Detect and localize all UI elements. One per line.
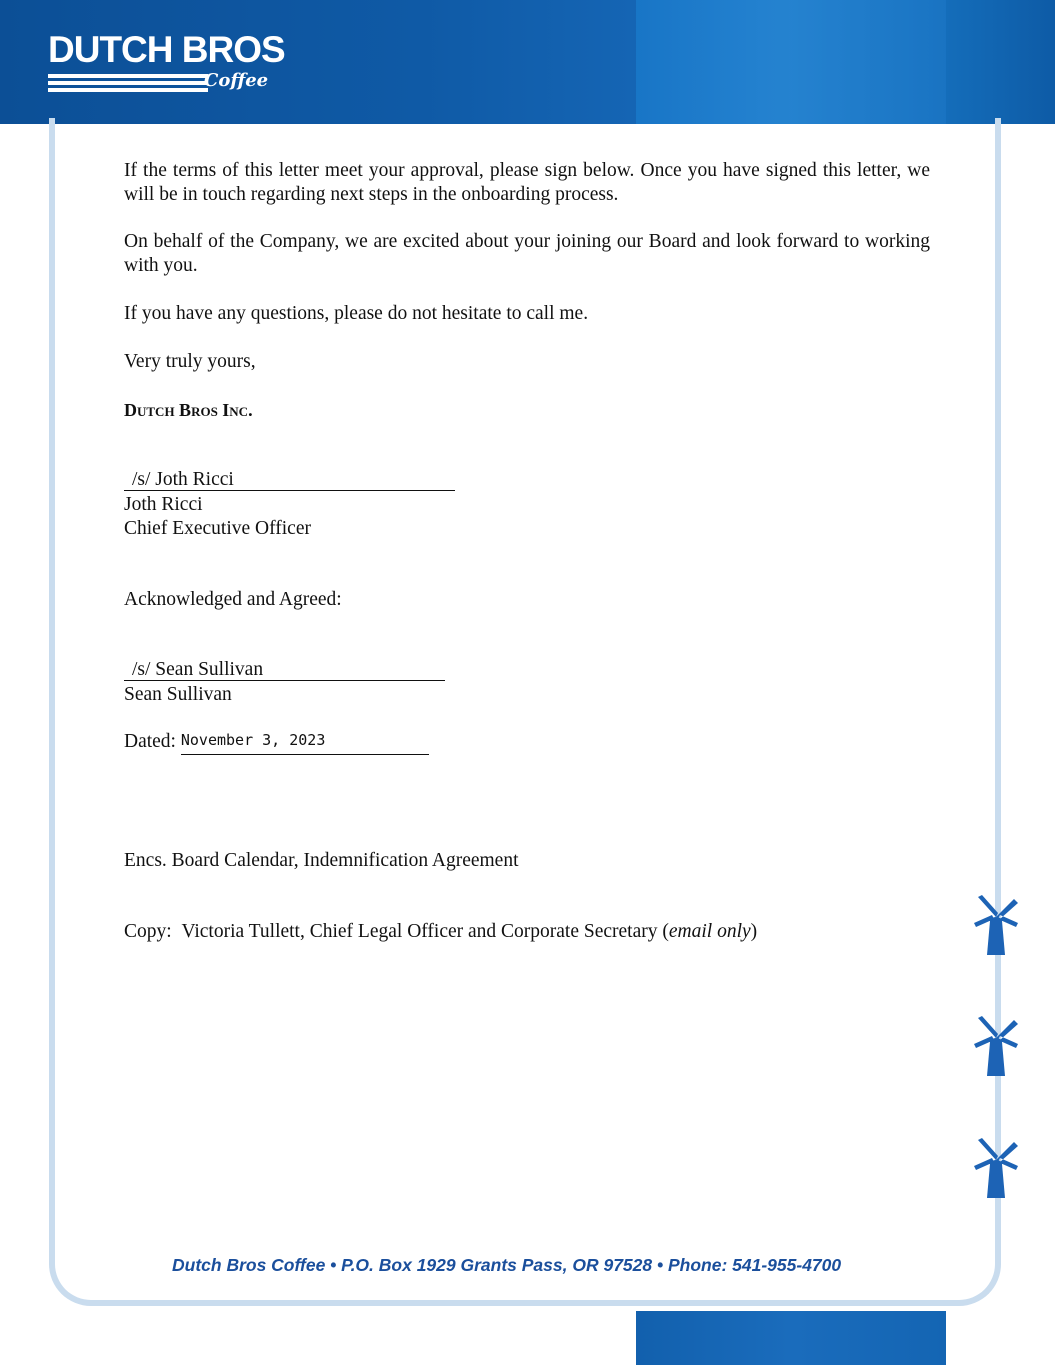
signature-director: /s/ Sean Sullivan [132, 659, 264, 680]
copy-text: Victoria Tullett, Chief Legal Officer and Corporate Secretary ( [181, 921, 669, 942]
logo-coffee-script: Coffee [204, 70, 269, 91]
copy-line [124, 920, 930, 944]
windmill-icon [972, 893, 1020, 955]
signer-name-director: Sean Sullivan [124, 684, 232, 705]
signature-ceo: /s/ Joth Ricci [132, 469, 234, 490]
logo-wordmark: DUTCH BROS [48, 29, 285, 70]
paragraph-questions: If you have any questions, please do not hesitate to call me. [124, 303, 589, 324]
letter-body [124, 159, 930, 944]
dutch-bros-logo [48, 29, 285, 100]
copy-label: Copy: [124, 921, 172, 942]
signature-line-director [124, 656, 445, 681]
company-name: Dutch Bros Inc. [124, 400, 253, 420]
copy-end: ) [750, 921, 758, 942]
footer-contact: Dutch Bros Coffee • P.O. Box 1929 Grants Pass, OR 97528 • Phone: 541-955-4700 [172, 1255, 842, 1275]
dated-row [124, 730, 930, 755]
paragraph-approval: If the terms of this letter meet your approval, please sign below. Once you have signed this letter, we will be in touch regarding next steps in the onboarding process. [124, 160, 930, 205]
signature-line-ceo [124, 466, 455, 491]
bottom-accent-block [636, 1311, 946, 1365]
windmill-icon [972, 1014, 1020, 1076]
acknowledged-label: Acknowledged and Agreed: [124, 589, 342, 610]
closing: Very truly yours, [124, 351, 256, 372]
logo-speed-lines [48, 74, 208, 95]
banner-stripe [636, 0, 946, 124]
dated-value: November 3, 2023 [180, 731, 326, 749]
letterhead-banner [0, 0, 1055, 124]
enclosures: Encs. Board Calendar, Indemnification Agreement [124, 850, 519, 871]
copy-italic: email only [668, 921, 751, 942]
windmill-icon [972, 1136, 1020, 1198]
dated-label: Dated: [124, 731, 176, 752]
signer-title-ceo: Chief Executive Officer [124, 518, 311, 539]
paragraph-behalf: On behalf of the Company, we are excited about your joining our Board and look forward to working with you. [124, 231, 930, 276]
signer-name-ceo: Joth Ricci [124, 494, 203, 515]
dated-line [181, 730, 429, 755]
